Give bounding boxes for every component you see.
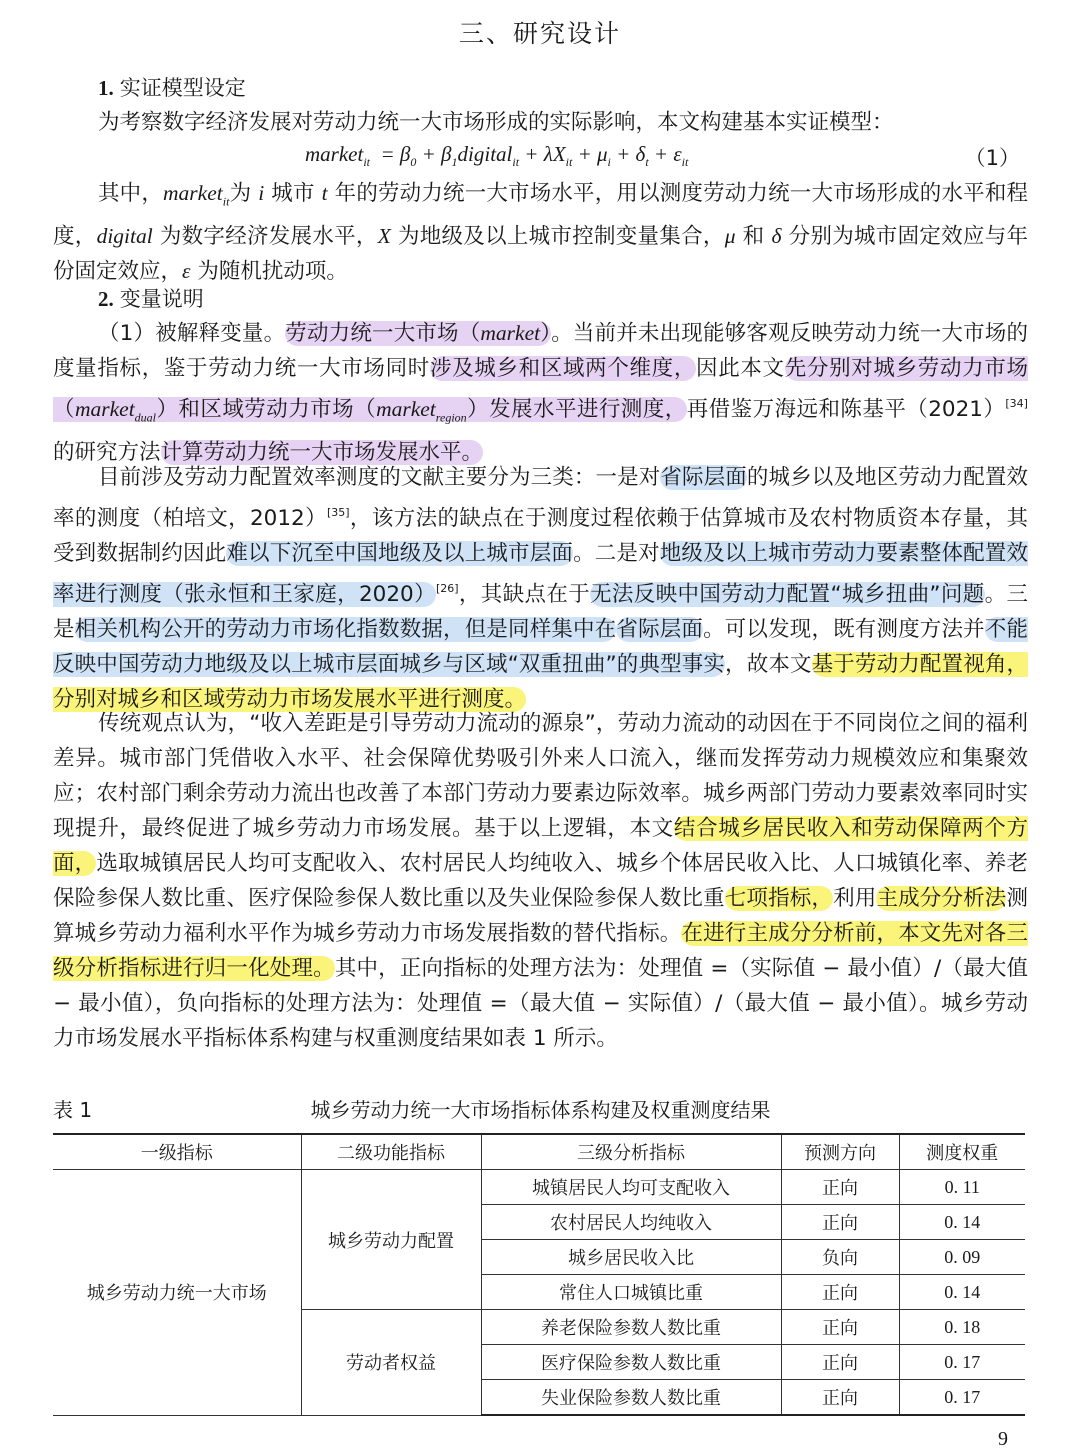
weight-cell: 0. 18: [899, 1310, 1025, 1345]
highlight-purple: 劳动力统一大市场（market）: [285, 321, 552, 346]
direction-cell: 负向: [781, 1240, 899, 1275]
subsection-heading-2: [98, 283, 204, 313]
paragraph-variable-definitions: 其中，market$_{it}$为 i 城市 t 年的劳动力统一大市场水平，用以测度劳动力统一大市场形成的水平和程度，digital 为数字经济发展水平，X 为地级及以上城市控制变量集合，μ 和 δ 分别为城市固定效应与年份固定效应，ε 为随机扰动项。: [53, 181, 1028, 285]
direction-cell: 正向: [781, 1345, 899, 1380]
indicator-cell: 医疗保险参数人数比重: [481, 1345, 781, 1380]
weight-cell: 0. 14: [899, 1205, 1025, 1240]
section-title: 三、研究设计: [458, 19, 621, 48]
highlight-yellow: 七项指标，: [724, 886, 834, 911]
subsection-number: 1.: [98, 76, 114, 100]
level2-cell: 城乡劳动力配置: [301, 1170, 481, 1310]
table-header-cell: 三级分析指标: [481, 1134, 781, 1170]
subsection-title: 实证模型设定: [119, 76, 246, 100]
direction-cell: 正向: [781, 1170, 899, 1205]
highlight-blue: 难以下沉至中国地级及以上城市层面: [226, 541, 574, 566]
level1-cell: 城乡劳动力统一大市场: [53, 1170, 301, 1416]
table-row: [53, 1170, 1025, 1205]
table-title: 城乡劳动力统一大市场指标体系构建及权重测度结果: [310, 1098, 771, 1122]
subsection-number: 2.: [98, 287, 114, 311]
indicator-table: [53, 1133, 1025, 1416]
level2-cell: 劳动者权益: [301, 1310, 481, 1416]
subsection-heading-1: [98, 72, 246, 102]
highlight-blue: 地级及以上城市劳动力要素整体配置效率进行测度（张永恒和王家庭，2020）: [53, 541, 1028, 607]
highlight-blue: 省际层面: [660, 465, 747, 490]
indicator-cell: 农村居民人均纯收入: [481, 1205, 781, 1240]
weight-cell: 0. 11: [899, 1170, 1025, 1205]
direction-cell: 正向: [781, 1275, 899, 1310]
highlight-purple: 计算劳动力统一大市场发展水平。: [160, 440, 484, 466]
indicator-cell: 失业保险参数人数比重: [481, 1380, 781, 1416]
highlight-yellow: 在进行主成分分析前，本文先对各三级分析指标进行归一化处理。: [53, 921, 1028, 981]
highlight-blue: 不能反映中国劳动力地级及以上城市层面城乡与区域“双重扭曲”的典型事实: [53, 617, 1028, 677]
highlight-blue: 相关机构公开的劳动力市场化指数数据，但是同样集中在: [74, 617, 617, 642]
indicator-cell: 城镇居民人均可支配收入: [481, 1170, 781, 1205]
indicator-cell: 城乡居民收入比: [481, 1240, 781, 1275]
highlight-yellow: 结合城乡居民收入和劳动保障两个方面，: [53, 816, 1028, 876]
weight-cell: 0. 09: [899, 1240, 1025, 1275]
table-header-row: [53, 1134, 1025, 1170]
table-header-cell: 二级功能指标: [301, 1134, 481, 1170]
highlight-yellow: 主成分分析法: [876, 886, 1007, 911]
table-header-cell: 测度权重: [899, 1134, 1025, 1170]
paragraph-literature-review: 目前涉及劳动力配置效率测度的文献主要分为三类：一是对省际层面的城乡以及地区劳动力配置效率的测度（柏培文，2012）[35]，该方法的缺点在于测度过程依赖于估算城市及农村物质资本存量，其受到数据制约因此难以下沉至中国地级及以上城市层面。二是对地级及以上城市劳动力要素整体配置效率进行测度（张永恒和王家庭，2020）[26]，其缺点在于无法反映中国劳动力配置“城乡扭曲”问题。三是相关机构公开的劳动力市场化指数数据，但是同样集中在省际层面。可以发现，既有测度方法并不能反映中国劳动力地级及以上城市层面城乡与区域“双重扭曲”的典型事实，故本文基于劳动力配置视角，分别对城乡和区域劳动力市场发展水平进行测度。: [53, 465, 1028, 712]
highlight-yellow: 基于劳动力配置视角，分别对城乡和区域劳动力市场发展水平进行测度。: [53, 652, 1028, 712]
table-header-cell: 预测方向: [781, 1134, 899, 1170]
indicator-cell: 常住人口城镇比重: [481, 1275, 781, 1310]
citation-ref: [35]: [326, 506, 350, 519]
citation-ref: [34]: [1005, 397, 1028, 410]
highlight-purple: 先分别对城乡劳动力市场（market$_{dual}$）和区域劳动力市场（market$_{region}$）发展水平进行测度，: [53, 356, 1028, 425]
weight-cell: 0. 17: [899, 1345, 1025, 1380]
page-number: 9: [998, 1428, 1008, 1450]
paragraph-model-intro: 为考察数字经济发展对劳动力统一大市场形成的实际影响，本文构建基本实证模型：: [98, 110, 894, 135]
direction-cell: 正向: [781, 1205, 899, 1240]
table-label: 表 1: [53, 1098, 93, 1122]
direction-cell: 正向: [781, 1310, 899, 1345]
equation-number: （1）: [964, 146, 1020, 170]
weight-cell: 0. 17: [899, 1380, 1025, 1416]
highlight-purple: 涉及城乡和区域两个维度，: [429, 356, 697, 381]
subsection-title: 变量说明: [119, 287, 204, 311]
highlight-blue: 省际层面: [616, 617, 704, 642]
equation-1: market$_{it}$ = $\beta_0$ + $\beta_1digital_{it} + \lambda X_{it} + \mu_i + \delta_t + \varepsilon_{it}$: [305, 142, 689, 170]
paragraph-methodology: 传统观点认为，“收入差距是引导劳动力流动的源泉”，劳动力流动的动因在于不同岗位之间的福利差异。城市部门凭借收入水平、社会保障优势吸引外来人口流入，继而发挥劳动力规模效应和集聚效应；农村部门剩余劳动力流出也改善了本部门劳动力要素边际效率。城乡两部门劳动力要素效率同时实现提升，最终促进了城乡劳动力市场发展。基于以上逻辑，本文结合城乡居民收入和劳动保障两个方面，选取城镇居民人均可支配收入、农村居民人均纯收入、城乡个体居民收入比、人口城镇化率、养老保险参保人数比重、医疗保险参保人数比重以及失业保险参保人数比重七项指标，利用主成分分析法测算城乡劳动力福利水平作为城乡劳动力市场发展指数的替代指标。在进行主成分分析前，本文先对各三级分析指标进行归一化处理。其中，正向指标的处理方法为：处理值 =（实际值 − 最小值）/（最大值 − 最小值），负向指标的处理方法为：处理值 =（最大值 − 实际值）/（最大值 − 最小值）。城乡劳动力市场发展水平指标体系构建与权重测度结果如表 1 所示。: [53, 711, 1028, 1051]
table-header-cell: 一级指标: [53, 1134, 301, 1170]
citation-ref: [26]: [435, 582, 459, 595]
direction-cell: 正向: [781, 1380, 899, 1416]
weight-cell: 0. 14: [899, 1275, 1025, 1310]
highlight-blue: 无法反映中国劳动力配置“城乡扭曲”问题: [590, 582, 985, 607]
indicator-cell: 养老保险参数人数比重: [481, 1310, 781, 1345]
paragraph-dependent-variable: （1）被解释变量。劳动力统一大市场（market）。当前并未出现能够客观反映劳动力统一大市场的度量指标，鉴于劳动力统一大市场同时涉及城乡和区域两个维度，因此本文先分别对城乡劳动力市场（market$_{dual}$）和区域劳动力市场（market$_{region}$）发展水平进行测度，再借鉴万海远和陈基平（2021）[34]的研究方法计算劳动力统一大市场发展水平。: [53, 321, 1028, 466]
